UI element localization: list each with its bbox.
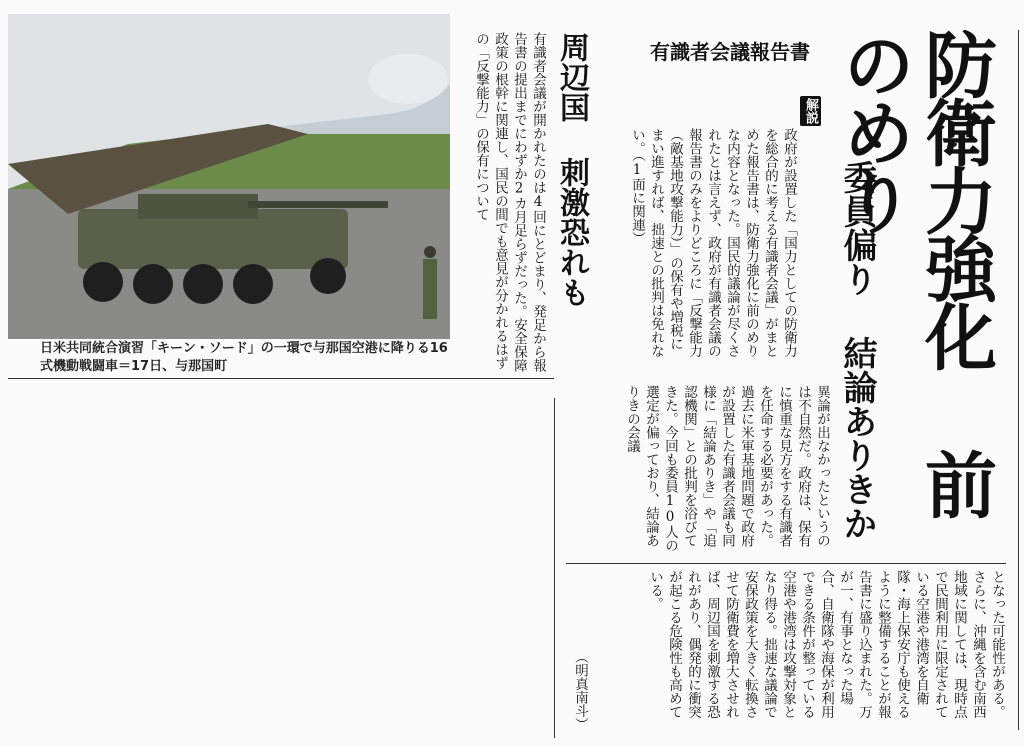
divider-top (8, 378, 554, 379)
body-column-top: 有識者会議が開かれたのは4回にとどまり、発足から報告書の提出までにわずか2カ月足らずだった。安全保障政策の根幹に関連し、国民の間でも意見が分かれるはずの「反撃能力」の保有について (473, 32, 546, 372)
divider-mid (566, 563, 1006, 564)
sidebar-headline: 周辺国 刺激恐れも (554, 32, 589, 307)
commentary-badge: 解説 (800, 96, 821, 126)
byline: （明真南斗） (572, 650, 588, 731)
lead-text: 政府が設置した「国力としての防衛力を総合的に考える有識者会議」がまとめた報告書は、防衛力強化に前のめりな内容となった。国民的議論が尽くされたとは言えず、政府が有識者会議の報告書のみをよりどころに「反撃能力（敵基地攻撃能力）」の保有や増税にまい進すれば、拙速との批判は免れない。（1面に関連） (629, 128, 797, 358)
body-bottom: となった可能性がある。さらに、沖縄を含む南西地域に関しては、現時点で民間利用に限定されている空港や港湾を自衛隊・海上保安庁も使えるように整備することが報告書に盛り込まれた。万が一、有事となった場合、自衛隊や海保が利用できる条件が整っている空港や港湾は攻撃対象となり得る。拙速な議論で安保政策を大きく転換させて防衛費を増大させれば、周辺国を刺激する恐れがあり、偶発的に衝突が起こる危険性も高めている。 (647, 570, 1005, 719)
divider-right (1018, 30, 1019, 730)
divider-vertical (554, 398, 555, 738)
body-middle: 異論が出なかったというのは不自然だ。政府は、保有に慎重な見方をする有識者を任命する必要があった。過去に米軍基地問題で政府が設置した有識者会議も同様に「結論ありき」や「追認機関」との批判を浴びてきた。今回も委員10人の選定が偏っており、結論ありきの会議 (624, 385, 830, 552)
main-headline: 防衛力強化 前のめり (831, 28, 997, 516)
photo-caption: 日米共同統合演習「キーン・ソード」の一環で与那国空港に降りる16式機動戦闘車＝17日、与那国町 (40, 341, 448, 374)
kicker: 有識者会議報告書 (650, 40, 810, 64)
sub-headline: 委員偏り 結論ありきか (837, 160, 877, 540)
news-photo (8, 14, 450, 339)
